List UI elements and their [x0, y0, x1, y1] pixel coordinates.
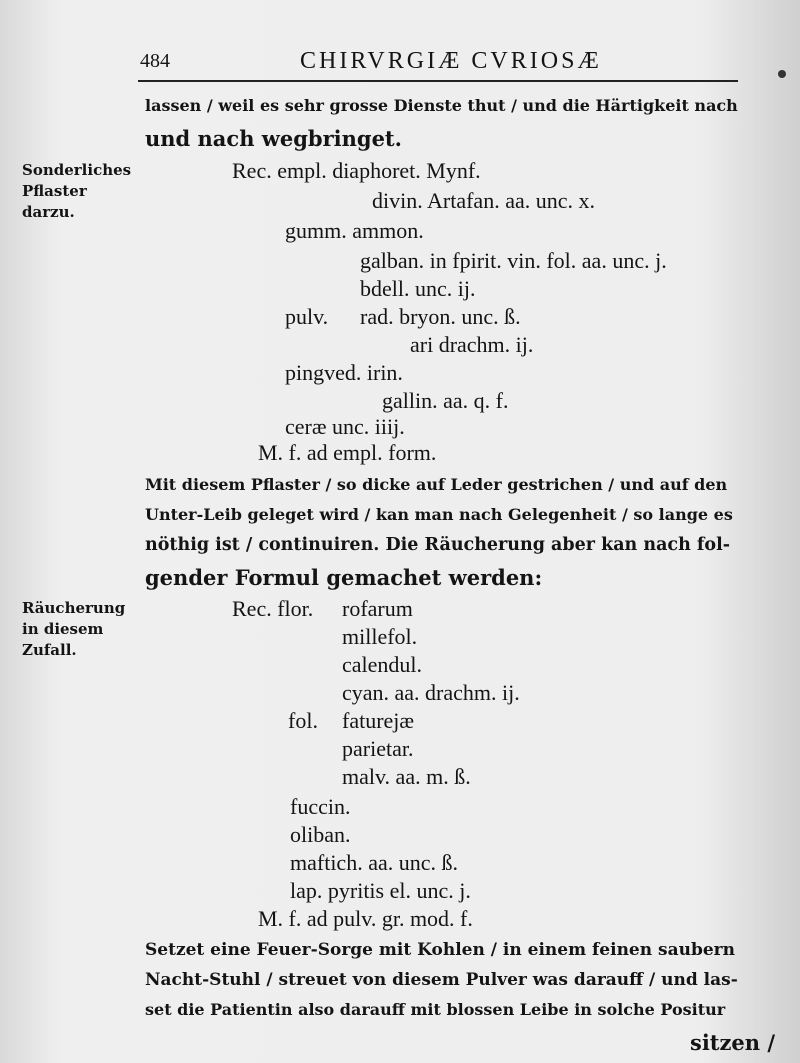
header-rule — [138, 80, 738, 82]
recipe-line: Rec. empl. diaphoret. Mynf. — [232, 158, 481, 183]
recipe-line: maftich. aa. unc. ß. — [290, 850, 458, 875]
recipe-line: ceræ unc. iiij. — [285, 414, 405, 439]
recipe-line: parietar. — [342, 736, 414, 761]
recipe-line: pingved. irin. — [285, 360, 403, 385]
recipe-line: rad. bryon. unc. ß. — [360, 304, 521, 329]
running-title: CHIRVRGIÆ CVRIOSÆ — [300, 48, 602, 74]
recipe-line: faturejæ — [342, 708, 415, 733]
recipe-line: Rec. flor. — [232, 596, 314, 621]
recipe-line: lap. pyritis el. unc. j. — [290, 878, 471, 903]
text-line: Nacht-Stuhl / streuet von diesem Pulver was darauff / und las- — [145, 970, 738, 990]
text-line: nöthig ist / continuiren. Die Räucherung aber kan nach fol- — [145, 535, 730, 555]
recipe-line: cyan. aa. drachm. ij. — [342, 680, 520, 705]
margin-note-fumigation: Räucherung in diesem Zufall. — [22, 599, 126, 659]
recipe-line: M. f. ad empl. form. — [258, 440, 437, 465]
ink-spot — [778, 70, 786, 78]
text-line: Unter-Leib geleget wird / kan man nach Gelegenheit / so lange es — [145, 505, 733, 524]
text-line: Mit diesem Pflaster / so dicke auf Leder gestrichen / und auf den — [145, 475, 728, 494]
recipe-line: divin. Artafan. aa. unc. x. — [372, 188, 595, 213]
text-line: sitzen / — [690, 1030, 776, 1055]
text-line: gender Formul gemachet werden: — [145, 565, 543, 590]
text-line: lassen / weil es sehr grosse Dienste thut / und die Härtigkeit nach — [145, 96, 738, 115]
recipe-line: gallin. aa. q. f. — [382, 388, 509, 413]
margin-note-plaster: Sonderliches Pflaster darzu. — [22, 161, 132, 221]
recipe-line: fuccin. — [290, 794, 351, 819]
recipe-line: calendul. — [342, 652, 423, 677]
page-number: 484 — [140, 50, 170, 72]
recipe-line: galban. in fpirit. vin. fol. aa. unc. j. — [360, 248, 667, 273]
recipe-line: millefol. — [342, 624, 418, 649]
recipe-line: rofarum — [342, 596, 413, 621]
recipe-line: gumm. ammon. — [285, 218, 424, 243]
recipe-line: M. f. ad pulv. gr. mod. f. — [258, 906, 473, 931]
text-line: set die Patientin also darauff mit blossen Leibe in solche Positur — [145, 1000, 726, 1019]
text-line: und nach wegbringet. — [145, 126, 402, 151]
recipe-line: pulv. — [285, 304, 329, 329]
recipe-line: ari drachm. ij. — [410, 332, 534, 357]
text-line: Setzet eine Feuer-Sorge mit Kohlen / in einem feinen saubern — [145, 940, 735, 960]
recipe-line: bdell. unc. ij. — [360, 276, 476, 301]
recipe-line: malv. aa. m. ß. — [342, 764, 471, 789]
recipe-line: oliban. — [290, 822, 351, 847]
recipe-line: fol. — [288, 708, 318, 733]
